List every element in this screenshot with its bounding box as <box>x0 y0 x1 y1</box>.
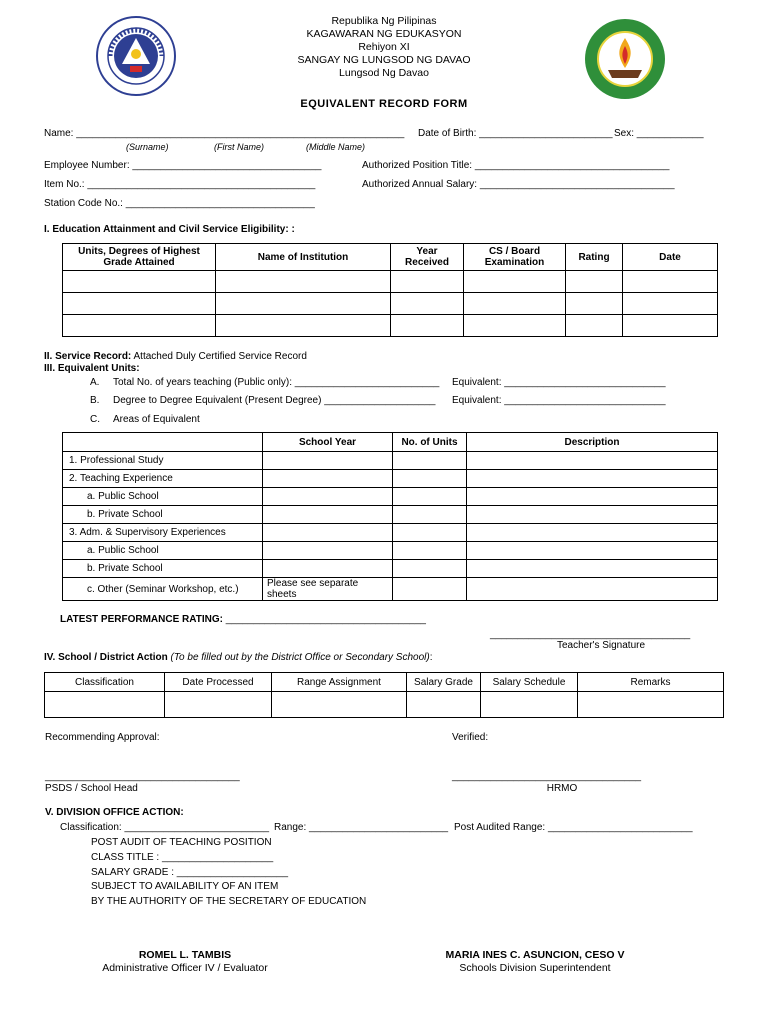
item-c-letter: C. <box>90 414 100 425</box>
header-date: Date <box>623 244 718 271</box>
section-1-title: I. Education Attainment and Civil Service Eligibility: : <box>44 224 295 235</box>
table-row[interactable] <box>63 488 718 506</box>
table-row[interactable] <box>63 452 718 470</box>
header-range-assignment: Range Assignment <box>272 673 407 692</box>
header-salary-schedule: Salary Schedule <box>481 673 578 692</box>
performance-line <box>60 614 426 625</box>
table-row[interactable] <box>63 578 718 601</box>
row-label: a. Public School <box>63 542 263 560</box>
verified-label: Verified: <box>452 732 489 743</box>
header-region: Rehiyon XI <box>358 41 410 53</box>
header-department: KAGAWARAN NG EDUKASYON <box>306 28 462 40</box>
recommending-approval-label: Recommending Approval: <box>45 732 160 743</box>
header-units-degrees: Units, Degrees of Highest Grade Attained <box>63 244 216 271</box>
header-year-received: Year Received <box>391 244 464 271</box>
hrmo-signature-line[interactable]: __________________________________ <box>452 771 642 782</box>
header-description: Description <box>467 433 718 452</box>
post-audit-line: POST AUDIT OF TEACHING POSITION <box>91 837 272 848</box>
section-3-title: III. Equivalent Units: <box>44 363 140 374</box>
hrmo-label: HRMO <box>546 783 578 794</box>
form-title: EQUIVALENT RECORD FORM <box>300 98 468 110</box>
table-row[interactable] <box>63 315 718 337</box>
header-republic: Republika Ng Pilipinas <box>331 15 437 27</box>
item-b-letter: B. <box>90 395 100 406</box>
separate-sheets-note: Please see separate sheets <box>263 578 393 601</box>
item-no-field[interactable]: Item No.: _________________________________________ <box>44 179 316 190</box>
row-label: 3. Adm. & Supervisory Experiences <box>63 524 263 542</box>
row-label: b. Private School <box>63 560 263 578</box>
performance-label: LATEST PERFORMANCE RATING: <box>60 614 226 625</box>
performance-rating-field[interactable]: ____________________________________ <box>225 614 426 625</box>
item-a-letter: A. <box>90 377 100 388</box>
superintendent-name: MARIA INES C. ASUNCION, CESO V <box>445 949 625 961</box>
name-field[interactable]: Name: ___________________________________________________________ <box>44 128 405 139</box>
section-4-note: (To be filled out by the District Office or Secondary School) <box>170 652 430 663</box>
table-row[interactable] <box>63 542 718 560</box>
section-2-title: II. Service Record: <box>44 351 132 362</box>
authorized-salary-field[interactable]: Authorized Annual Salary: ___________________________________ <box>362 179 675 190</box>
header-city: Lungsod Ng Davao <box>339 67 429 79</box>
superintendent-title: Schools Division Superintendent <box>459 962 611 974</box>
row-label: 1. Professional Study <box>63 452 263 470</box>
row-label: b. Private School <box>63 506 263 524</box>
header-no-of-units: No. of Units <box>393 433 467 452</box>
classification-field[interactable]: Classification: __________________________ <box>60 822 270 833</box>
psds-label: PSDS / School Head <box>45 783 138 794</box>
section-4-title: IV. School / District Action <box>44 652 171 663</box>
subject-availability-line: SUBJECT TO AVAILABILITY OF AN ITEM <box>91 881 279 893</box>
table-row[interactable] <box>45 692 724 718</box>
header-remarks: Remarks <box>578 673 724 692</box>
table-row[interactable] <box>63 560 718 578</box>
teacher-signature-line[interactable]: ____________________________________ <box>490 629 691 640</box>
date-of-birth-field[interactable]: Date of Birth: ________________________ <box>418 128 613 139</box>
section-4-colon: : <box>429 652 433 663</box>
header-cs-board: CS / Board Examination <box>464 244 566 271</box>
degree-equivalent-value-field[interactable]: Equivalent: _____________________________ <box>452 395 666 406</box>
degree-equivalent-field[interactable]: Degree to Degree Equivalent (Present Degree) ____________________ <box>113 395 436 406</box>
table-row[interactable] <box>63 293 718 315</box>
range-field[interactable]: Range: _________________________ <box>274 822 449 833</box>
header-salary-grade: Salary Grade <box>407 673 481 692</box>
years-equivalent-field[interactable]: Equivalent: _____________________________ <box>452 377 666 388</box>
school-district-action-table <box>44 672 724 718</box>
header-school-year: School Year <box>263 433 393 452</box>
header-block <box>234 15 534 80</box>
header-institution: Name of Institution <box>216 244 391 271</box>
division-action-list <box>91 836 366 910</box>
header-blank <box>63 433 263 452</box>
section-2-line <box>44 351 307 362</box>
section-5-title: V. DIVISION OFFICE ACTION: <box>45 807 184 818</box>
teacher-signature-label: Teacher's Signature <box>556 640 646 651</box>
section-4-line <box>44 652 433 663</box>
first-name-caption: (First Name) <box>214 142 264 152</box>
table-row[interactable] <box>63 470 718 488</box>
davao-division-seal-logo <box>584 18 666 100</box>
evaluator-name: ROMEL L. TAMBIS <box>138 949 232 961</box>
station-code-field[interactable]: Station Code No.: __________________________________ <box>44 198 315 209</box>
surname-caption: (Surname) <box>126 142 169 152</box>
table-row[interactable] <box>63 524 718 542</box>
class-title-field[interactable]: CLASS TITLE : ____________________ <box>91 851 274 863</box>
sex-field[interactable]: Sex: ____________ <box>614 128 704 139</box>
header-classification: Classification <box>45 673 165 692</box>
table-row[interactable] <box>63 271 718 293</box>
section-2-text: Attached Duly Certified Service Record <box>131 351 307 362</box>
employee-number-field[interactable]: Employee Number: __________________________________ <box>44 160 322 171</box>
post-audited-range-field[interactable]: Post Audited Range: __________________________ <box>454 822 693 833</box>
salary-grade-field[interactable]: SALARY GRADE : ____________________ <box>91 866 289 878</box>
deped-seal-logo <box>96 16 176 96</box>
evaluator-title: Administrative Officer IV / Evaluator <box>102 962 268 974</box>
authorized-position-field[interactable]: Authorized Position Title: ___________________________________ <box>362 160 670 171</box>
areas-of-equivalent-label: Areas of Equivalent <box>113 414 200 425</box>
authority-line: BY THE AUTHORITY OF THE SECRETARY OF EDUCATION <box>91 896 367 908</box>
education-table <box>62 243 718 337</box>
psds-signature-line[interactable]: ___________________________________ <box>45 771 240 782</box>
row-label: a. Public School <box>63 488 263 506</box>
row-label: 2. Teaching Experience <box>63 470 263 488</box>
header-rating: Rating <box>566 244 623 271</box>
table-row[interactable] <box>63 506 718 524</box>
header-date-processed: Date Processed <box>165 673 272 692</box>
header-division: SANGAY NG LUNGSOD NG DAVAO <box>297 54 471 66</box>
equivalent-areas-table <box>62 432 718 601</box>
middle-name-caption: (Middle Name) <box>306 142 366 152</box>
row-label: c. Other (Seminar Workshop, etc.) <box>63 578 263 601</box>
years-teaching-field[interactable]: Total No. of years teaching (Public only): __________________________ <box>113 377 440 388</box>
